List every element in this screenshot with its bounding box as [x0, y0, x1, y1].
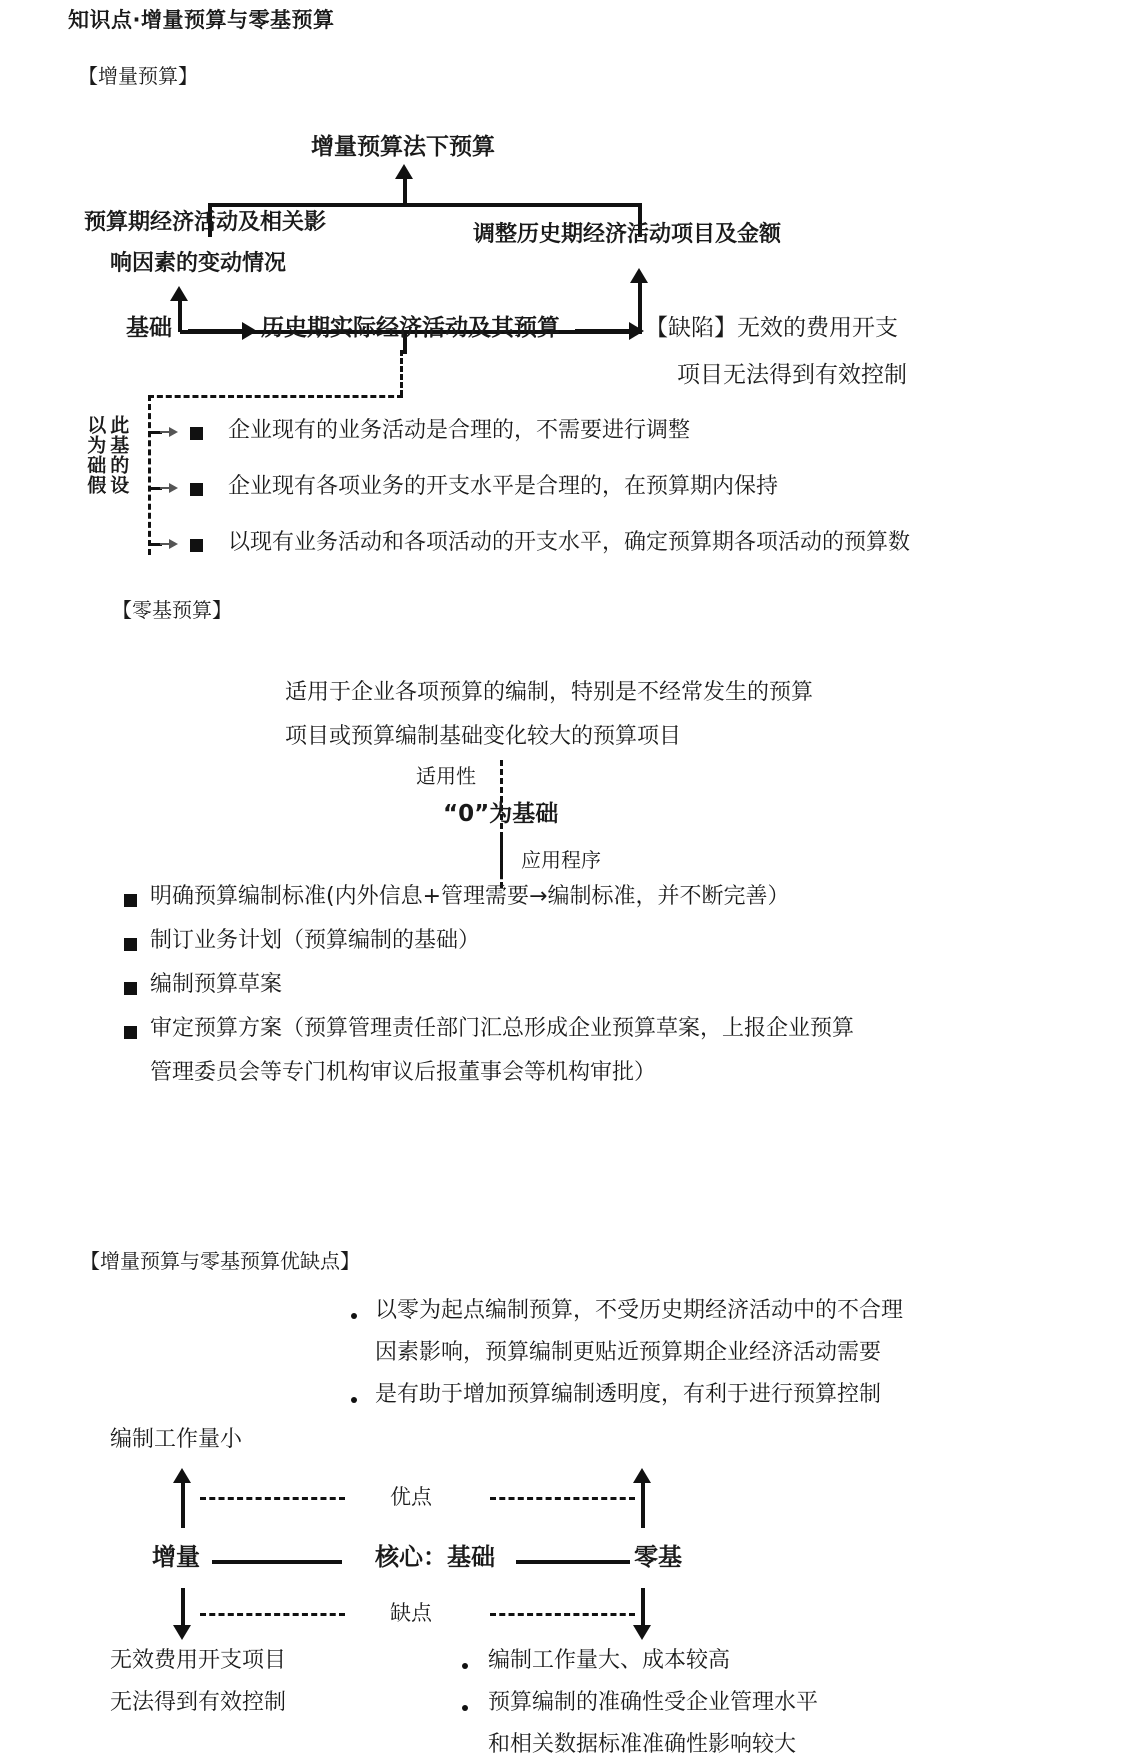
dashed-cons-right: [490, 1613, 635, 1616]
node-incremental-budget-result: 增量预算法下预算: [311, 134, 495, 160]
zerobase-step-4-line1: 审定预算方案（预算管理责任部门汇总形成企业预算草案，上报企业预算: [150, 1016, 855, 1041]
label-procedure: 应用程序: [521, 848, 601, 872]
axis-line-left: [212, 1560, 342, 1564]
arrowhead-left-down: [173, 1625, 191, 1640]
dashed-horizontal: [148, 395, 403, 398]
node-incremental: 增量: [152, 1543, 200, 1571]
dashed-pros-right: [490, 1497, 635, 1500]
page-title: 知识点·增量预算与零基预算: [68, 8, 335, 32]
branch-shaft-3: [160, 543, 170, 545]
zerobase-applicability-line1: 适用于企业各项预算的编制，特别是不经常发生的预算: [285, 680, 814, 705]
bullet-dot-pro-1: [351, 1313, 357, 1319]
arrowhead-up-left: [170, 286, 188, 301]
arrowhead-branch-3: [169, 539, 178, 549]
connector-bracket-top: [208, 203, 642, 207]
pros-zero-line-3: 是有助于增加预算编制透明度，有利于进行预算控制: [375, 1382, 882, 1407]
pros-incremental: 编制工作量小: [110, 1427, 243, 1452]
assumption-bullet-3: 以现有业务活动和各项活动的开支水平，确定预算期各项活动的预算数: [228, 530, 911, 555]
arrowhead-right-defect: [629, 322, 644, 340]
zerobase-step-2: 制订业务计划（预算编制的基础）: [150, 928, 481, 953]
bullet-square-2: [190, 483, 203, 496]
arrowhead-left-up: [173, 1468, 191, 1483]
bullet-dot-pro-2: [351, 1397, 357, 1403]
arrow-shaft-basis-to-history: [188, 329, 244, 333]
pros-zero-line-1: 以零为起点编制预算，不受历史期经济活动中的不合理: [375, 1298, 904, 1323]
arrow-shaft-left-down: [181, 1588, 185, 1630]
cons-zero-line-1: 编制工作量大、成本较高: [488, 1648, 731, 1673]
zerobase-step-1: 明确预算编制标准(内外信息+管理需要→编制标准，并不断完善）: [150, 884, 790, 909]
label-assumption-col2: 此基的设: [107, 415, 130, 495]
arrowhead-right-up: [633, 1468, 651, 1483]
label-defect-line2: 项目无法得到有效控制: [677, 362, 907, 388]
bullet-square-3: [190, 539, 203, 552]
arrowhead-branch-1: [169, 427, 178, 437]
section-header-zerobase: 【零基预算】: [112, 598, 232, 622]
arrowhead-up-right: [630, 268, 648, 283]
bullet-dot-con-2: [462, 1705, 468, 1711]
cons-incremental-line2: 无法得到有效控制: [110, 1690, 287, 1715]
zerobase-step-3: 编制预算草案: [150, 972, 283, 997]
label-assumption-col1: 以为础假: [84, 415, 107, 495]
zerobase-applicability-line2: 项目或预算编制基础变化较大的预算项目: [285, 724, 682, 749]
node-budget-period-activities-line1: 预算期经济活动及相关影: [84, 210, 327, 235]
bullet-square-1: [190, 427, 203, 440]
pros-zero-line-2: 因素影响，预算编制更贴近预算期企业经济活动需要: [375, 1340, 882, 1365]
cons-zero-line-2: 预算编制的准确性受企业管理水平: [488, 1690, 819, 1715]
node-budget-period-activities-line2: 响因素的变动情况: [110, 251, 287, 276]
dashed-vertical-left: [148, 395, 151, 555]
arrowhead-up-top: [395, 164, 413, 179]
label-zero-core: “0”为基础: [443, 801, 559, 827]
assumption-bullet-1: 企业现有的业务活动是合理的，不需要进行调整: [228, 418, 691, 443]
bullet-square-step-3: [124, 982, 137, 995]
dashed-core-axis-lower: [500, 838, 503, 888]
arrowhead-right-basis: [242, 322, 257, 340]
zerobase-step-4-line2: 管理委员会等专门机构审议后报董事会等机构审批）: [150, 1060, 657, 1085]
branch-shaft-2: [160, 487, 170, 489]
bullet-square-step-1: [124, 894, 137, 907]
node-basis: 基础: [126, 315, 172, 341]
arrow-shaft-right-up: [641, 1480, 645, 1528]
section-header-incremental: 【增量预算】: [78, 64, 198, 88]
branch-shaft-1: [160, 431, 170, 433]
label-cons-axis: 缺点: [390, 1601, 432, 1625]
connector-up-stem: [403, 177, 407, 205]
section-header-comparison: 【增量预算与零基预算优缺点】: [80, 1249, 360, 1273]
cons-zero-line-3: 和相关数据标准准确性影响较大: [488, 1732, 797, 1757]
dashed-cons-left: [200, 1613, 345, 1616]
bullet-square-step-2: [124, 938, 137, 951]
dashed-stem-down: [400, 350, 403, 396]
arrow-shaft-right-down: [641, 1588, 645, 1630]
arrowhead-branch-2: [169, 483, 178, 493]
node-historical-actual-activities: 历史期实际经济活动及其预算: [261, 315, 560, 341]
bullet-square-step-4: [124, 1026, 137, 1039]
cons-incremental-line1: 无效费用开支项目: [110, 1648, 287, 1673]
connector-bracket-bottom-left-stem: [178, 298, 182, 332]
label-pros-axis: 优点: [390, 1485, 432, 1509]
label-applicability: 适用性: [416, 764, 476, 788]
node-core-basis: 核心：基础: [375, 1543, 495, 1571]
arrow-shaft-left-up: [181, 1480, 185, 1528]
dashed-pros-left: [200, 1497, 345, 1500]
label-defect-line1: 【缺陷】无效的费用开支: [645, 315, 898, 341]
node-adjust-historical-items: 调整历史期经济活动项目及金额: [473, 222, 782, 247]
bullet-dot-con-1: [462, 1663, 468, 1669]
node-zerobase: 零基: [634, 1543, 682, 1571]
arrow-shaft-history-to-defect: [575, 329, 631, 333]
axis-line-right: [516, 1560, 630, 1564]
arrowhead-right-down: [633, 1625, 651, 1640]
assumption-bullet-2: 企业现有各项业务的开支水平是合理的，在预算期内保持: [228, 474, 779, 499]
